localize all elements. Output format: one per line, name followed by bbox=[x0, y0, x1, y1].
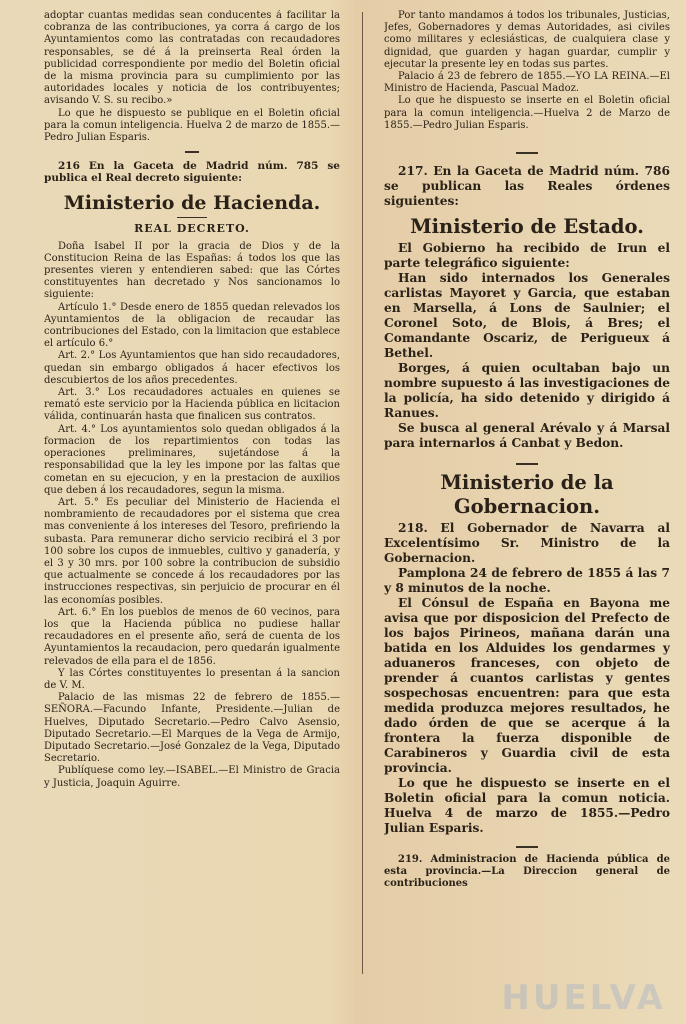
title-rule bbox=[177, 217, 207, 218]
decree-title: REAL DECRETO. bbox=[134, 221, 250, 235]
separator bbox=[516, 152, 538, 154]
item-216: 216 En la Gaceta de Madrid núm. 785 se publica el Real decreto siguiente: bbox=[44, 160, 340, 185]
ministry-estado-title: Ministerio de Estado. bbox=[410, 215, 644, 239]
article-6: Art. 6.° En los pueblos de menos de 60 vecinos, para los que la Hacienda pública no pudiese hallar recaudadores en el presente año, será de cuenta de los Ayuntamientos la recaudacion, pero quedarán igualmente relevados de ella para el de 1856. bbox=[44, 606, 340, 667]
article-2: Art. 2.° Los Ayuntamientos que han sido recaudadores, quedan sin embargo obligados á hacer efectivos los descubiertos de los años precedentes. bbox=[44, 350, 340, 386]
article-5: Art. 5.° Es peculiar del Ministerio de Hacienda el nombramiento de recaudadores por el sistema que crea mas conveniente á los intereses del Tesoro, prefiriendo la subasta. Para remunerar dicho servicio recibirá el 3 por 100 sobre los cupos de inmuebles, cultivo y ganadería, y el 3 y 30 mrs. por 100 sobre la contribucion de subsidio que actualmente se concede á los recaudadores por las instrucciones respectivas, sin perjuicio de procurar en él las economías posibles. bbox=[44, 496, 340, 606]
tanto-paragraph: Por tanto mandamos á todos los tribunales, Justicias, Jefes, Gobernadores y demas Autoridades, asi civiles como militares y eclesiásticas, de cualquiera clase y dignidad, que guarden y hagan guardar, cumplir y ejecutar la presente ley en todas sus partes. bbox=[384, 10, 670, 70]
article-1: Artículo 1.° Desde enero de 1855 quedan relevados los Ayuntamientos de la obligacion de recaudar las contribuciones del Estado, con la limitacion que establece el artículo 6.° bbox=[44, 301, 340, 350]
left-column bbox=[44, 10, 340, 1014]
column-divider bbox=[362, 12, 363, 974]
article-3: Art. 3.° Los recaudadores actuales en quienes se remató este servicio por la Hacienda pública en licitacion válida, continuarán hasta que finalicen sus contratos. bbox=[44, 387, 340, 423]
busca-paragraph: Se busca al general Arévalo y á Marsal para internarlos á Canbat y Bedon. bbox=[384, 421, 670, 451]
internados-paragraph: Han sido internados los Generales carlistas Mayoret y Garcia, que estaban en Marsella, á Lons de Saulnier; el Coronel Soto, de Blois, á Bres; el Comandante Oscariz, de Perigueux á Bethel. bbox=[384, 271, 670, 361]
right-column bbox=[384, 10, 670, 1014]
consul-paragraph: El Cónsul de España en Bayona me avisa que por disposicion del Prefecto de los bajos Pirineos, mañana darán una batida en los Alduides los gendarmes y aduaneros franceses, con objeto de prender á cuantos carlistas y gentes sospechosas encuentren: para que esta medida produzca mejores resultados, he dado órden de que se acerque á la frontera la fuerza disponible de Carabineros y Guardia civil de esta provincia. bbox=[384, 596, 670, 776]
separator bbox=[516, 463, 538, 465]
intro-paragraph: adoptar cuantas medidas sean conducentes á facilitar la cobranza de las contribuciones, ya corra á cargo de los Ayuntamientos como las contratadas con recaudadores responsables, se dé á la preinserta Real órden la publicidad correspondiente por medio del Boletin oficial de la misma provincia para su cumplimiento por las autoridades locales y noticia de los contribuyentes; avisando V. S. su recibo.» bbox=[44, 10, 340, 107]
borges-paragraph: Borges, á quien ocultaban bajo un nombre supuesto á las investigaciones de la policía, ha sido detenido y dirigido á Ranues. bbox=[384, 361, 670, 421]
watermark-logo: HUELVA bbox=[501, 978, 666, 1018]
publiquese-paragraph: Publíquese como ley.—ISABEL.—El Ministro de Gracia y Justicia, Joaquin Aguirre. bbox=[44, 765, 340, 789]
separator bbox=[516, 846, 538, 848]
closing-paragraph: Lo que he dispuesto se publique en el Boletin oficial para la comun inteligencia. Huelva 2 de marzo de 1855.—Pedro Julian Esparis. bbox=[44, 107, 340, 144]
gobierno-paragraph: El Gobierno ha recibido de Irun el parte telegráfico siguiente: bbox=[384, 241, 670, 271]
preamble-paragraph: Doña Isabel II por la gracia de Dios y de la Constitucion Reina de las Españas: á todos los que las presentes vieren y entendieren sabed: que las Córtes constituyentes han decretado y Nos sancionamos lo siguiente: bbox=[44, 240, 340, 301]
article-4: Art. 4.° Los ayuntamientos solo quedan obligados á la formacion de los repartimientos con todas las operaciones preliminares, sujetándose á la responsabilidad que la ley les impone por las faltas que cometan en su ejecucion, y en la prestacion de auxilios que deben á los recaudadores, segun la misma. bbox=[44, 423, 340, 496]
separator bbox=[185, 151, 199, 153]
closing-paragraph-2: Lo que he dispuesto se inserte en el Boletin oficial para la comun noticia. Huelva 4 de marzo de 1855.—Pedro Julian Esparis. bbox=[384, 776, 670, 836]
closing-paragraph: Lo que he dispuesto se inserte en el Boletin oficial para la comun inteligencia.—Huelva 2 de Marzo de 1855.—Pedro Julian Esparis. bbox=[384, 95, 670, 131]
pamplona-paragraph: Pamplona 24 de febrero de 1855 á las 7 y 8 minutos de la noche. bbox=[384, 566, 670, 596]
item-219: 219. Administracion de Hacienda pública de esta provincia.—La Direccion general de contribuciones bbox=[384, 854, 670, 890]
sancion-paragraph: Y las Córtes constituyentes lo presentan á la sancion de V. M. bbox=[44, 667, 340, 691]
signatures-paragraph: Palacio de las mismas 22 de febrero de 1855.—SEÑORA.—Facundo Infante, Presidente.—Julian de Huelves, Diputado Secretario.—Pedro Calvo Asensio, Diputado Secretario.—El Marques de la Vega de Armijo, Diputado Secretario.—José Gonzalez de la Vega, Diputado Secretario. bbox=[44, 692, 340, 765]
item-217: 217. En la Gaceta de Madrid núm. 786 se publican las Reales órdenes siguientes: bbox=[384, 164, 670, 209]
palacio-paragraph: Palacio á 23 de febrero de 1855.—YO LA REINA.—El Ministro de Hacienda, Pascual Madoz. bbox=[384, 71, 670, 95]
ministry-title: Ministerio de Hacienda. bbox=[63, 191, 321, 214]
ministry-gobernacion-title: Ministerio de la Gobernacion. bbox=[440, 471, 614, 519]
item-218: 218. El Gobernador de Navarra al Excelentísimo Sr. Ministro de la Gobernacion. bbox=[384, 521, 670, 566]
